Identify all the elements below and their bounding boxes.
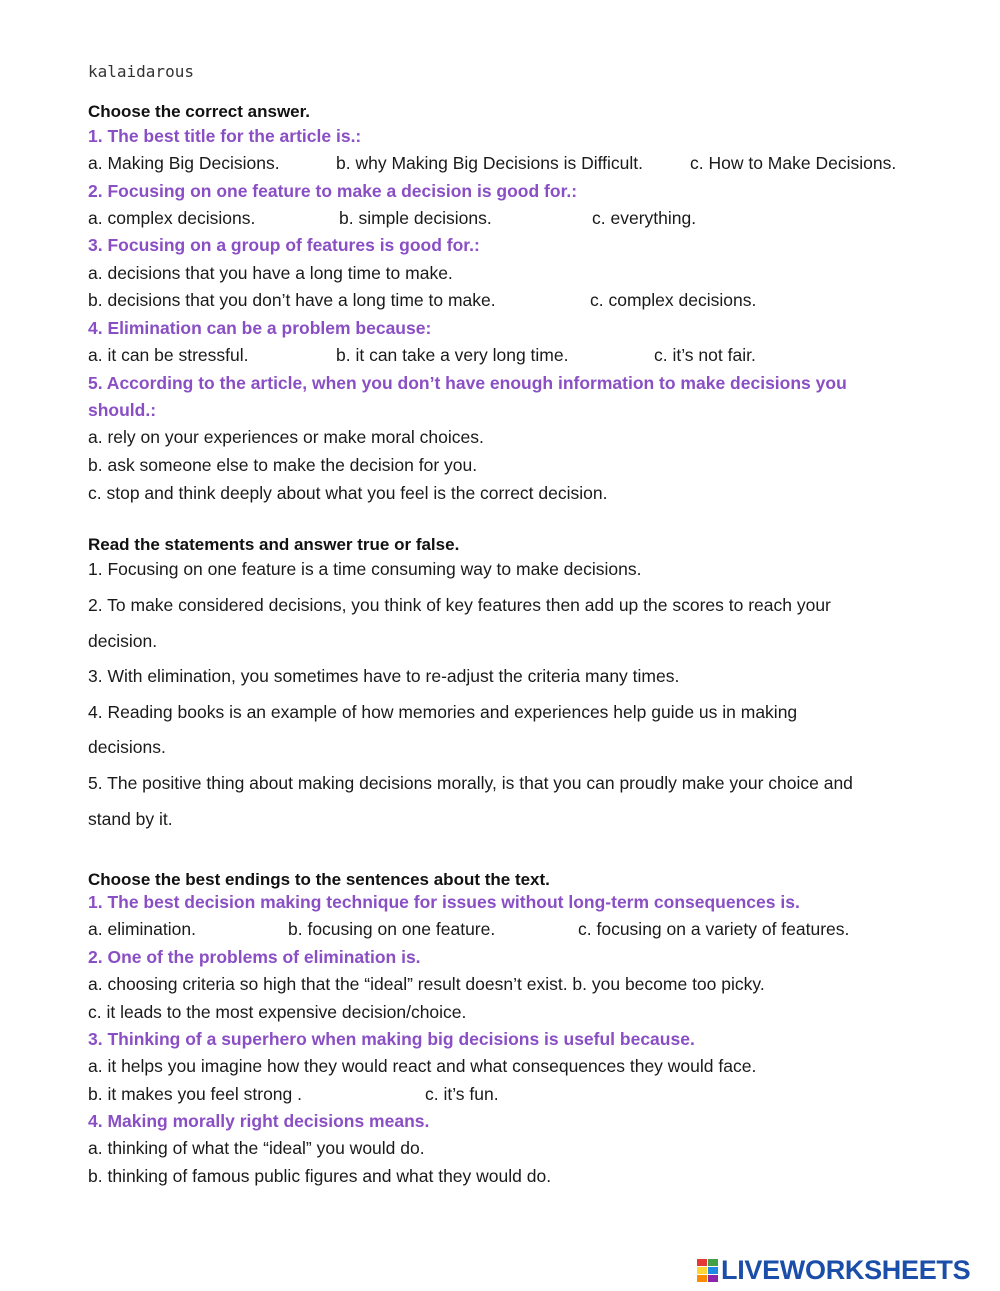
question-text: 5. According to the article, when you don’t have enough information to make decisions you (88, 373, 847, 393)
logo-block (697, 1259, 707, 1266)
answer-option[interactable]: b. thinking of famous public figures and what they would do. (88, 1166, 552, 1186)
answer-option[interactable]: a. Making Big Decisions. (88, 153, 280, 173)
answer-option[interactable]: a. thinking of what the “ideal” you would do. (88, 1138, 425, 1158)
section-heading: Choose the correct answer. (88, 102, 311, 121)
answer-option[interactable]: a. rely on your experiences or make moral choices. (88, 427, 484, 447)
answer-option[interactable]: b. simple decisions. (339, 208, 492, 228)
answer-option[interactable]: b. ask someone else to make the decision for you. (88, 455, 478, 475)
answer-option[interactable]: a. choosing criteria so high that the “ideal” result doesn’t exist. b. you become too picky. (88, 974, 765, 994)
logo-blocks-icon (697, 1259, 718, 1282)
answer-option[interactable]: a. decisions that you have a long time to make. (88, 263, 453, 283)
statement: 4. Reading books is an example of how memories and experiences help guide us in making (88, 702, 798, 722)
statement: 5. The positive thing about making decisions morally, is that you can proudly make your choice and (88, 773, 853, 793)
question-text: 3. Focusing on a group of features is good for.: (88, 235, 480, 255)
answer-option[interactable]: a. complex decisions. (88, 208, 256, 228)
question-text: should.: (88, 400, 157, 420)
author-name: kalaidarous (88, 62, 194, 81)
question-text: 2. One of the problems of elimination is. (88, 947, 421, 967)
section-heading: Read the statements and answer true or false. (88, 535, 460, 554)
answer-option[interactable]: a. it helps you imagine how they would react and what consequences they would face. (88, 1056, 757, 1076)
question-text: 1. The best title for the article is.: (88, 126, 362, 146)
logo-block (697, 1267, 707, 1274)
answer-option[interactable]: b. it can take a very long time. (336, 345, 569, 365)
logo-block (708, 1267, 718, 1274)
answer-option[interactable]: b. why Making Big Decisions is Difficult. (336, 153, 644, 173)
answer-option[interactable]: a. it can be stressful. (88, 345, 249, 365)
logo-text: LIVEWORKSHEETS (721, 1254, 971, 1285)
logo-block (697, 1275, 707, 1282)
question-text: 1. The best decision making technique for issues without long-term consequences is. (88, 892, 800, 912)
answer-option[interactable]: b. focusing on one feature. (288, 919, 496, 939)
answer-option[interactable]: c. complex decisions. (590, 290, 757, 310)
answer-option[interactable]: c. How to Make Decisions. (690, 153, 897, 173)
answer-option[interactable]: c. focusing on a variety of features. (578, 919, 850, 939)
answer-option[interactable]: b. it makes you feel strong . (88, 1084, 302, 1104)
answer-option[interactable]: c. stop and think deeply about what you feel is the correct decision. (88, 483, 608, 503)
statement: decision. (88, 631, 158, 651)
answer-option[interactable]: c. it’s fun. (425, 1084, 499, 1104)
statement: decisions. (88, 737, 166, 757)
answer-option[interactable]: c. it’s not fair. (654, 345, 756, 365)
statement: stand by it. (88, 809, 173, 829)
statement: 3. With elimination, you sometimes have to re-adjust the criteria many times. (88, 666, 680, 686)
question-text: 3. Thinking of a superhero when making big decisions is useful because. (88, 1029, 695, 1049)
statement: 1. Focusing on one feature is a time consuming way to make decisions. (88, 559, 642, 579)
question-text: 4. Making morally right decisions means. (88, 1111, 430, 1131)
answer-option[interactable]: c. everything. (592, 208, 697, 228)
answer-option[interactable]: a. elimination. (88, 919, 196, 939)
question-text: 4. Elimination can be a problem because: (88, 318, 432, 338)
question-text: 2. Focusing on one feature to make a decision is good for.: (88, 181, 578, 201)
answer-option[interactable]: b. decisions that you don’t have a long time to make. (88, 290, 496, 310)
section-heading: Choose the best endings to the sentences about the text. (88, 870, 550, 889)
logo-block (708, 1259, 718, 1266)
logo-block (708, 1275, 718, 1282)
statement: 2. To make considered decisions, you think of key features then add up the scores to reach your (88, 595, 831, 615)
liveworksheets-logo[interactable] (697, 1255, 970, 1285)
answer-option[interactable]: c. it leads to the most expensive decision/choice. (88, 1002, 467, 1022)
